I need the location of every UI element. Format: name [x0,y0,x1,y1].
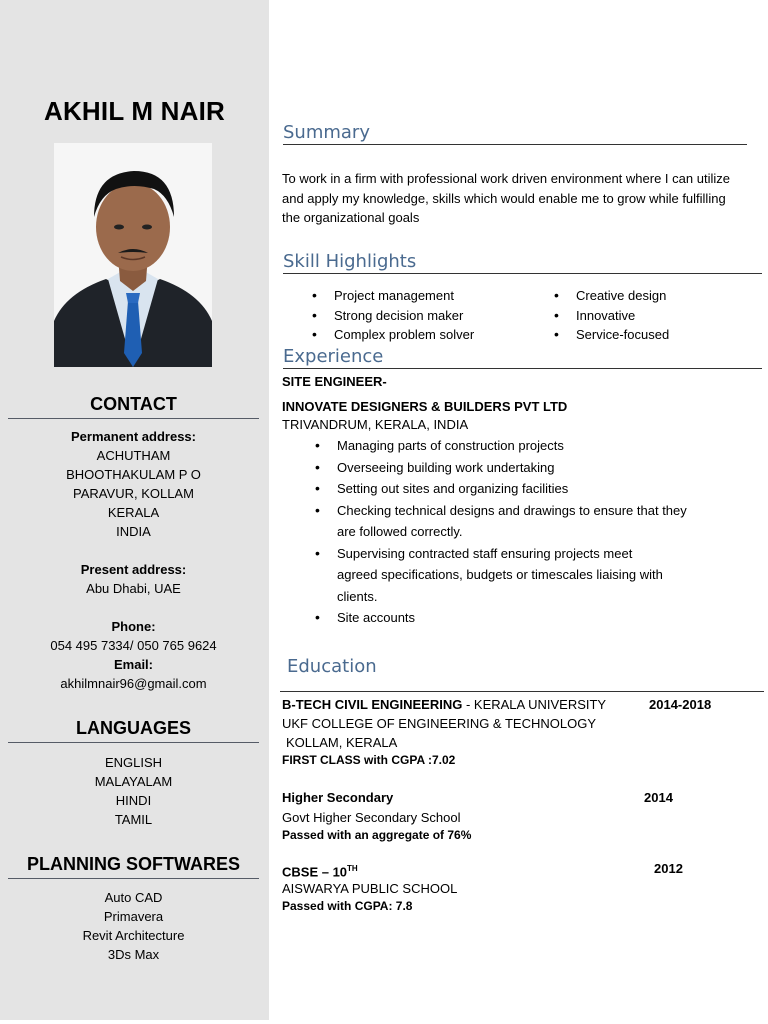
summary-line: the organizational goals [282,210,420,225]
summary-text [282,169,764,228]
job-role: SITE ENGINEER- [282,374,387,389]
hs-title: Higher Secondary [282,790,394,805]
language-item: HINDI [115,793,152,808]
education-title: Education [287,656,377,677]
duties-list [315,435,687,629]
language-item: TAMIL [114,812,153,827]
permanent-address-line: ACHUTHAM [96,448,171,463]
duty-item: • Site accounts [315,607,687,629]
skills-title: Skill Highlights [283,251,762,274]
summary-title: Summary [283,122,747,145]
software-item: Auto CAD [104,890,163,905]
cbse-result: Passed with CGPA: 7.8 [282,899,413,913]
hs-school: Govt Higher Secondary School [282,810,461,825]
btech-college: UKF COLLEGE OF ENGINEERING & TECHNOLOGY [282,716,596,731]
sidebar [0,0,269,1020]
softwares-heading: PLANNING SOFTWARES [8,854,259,879]
contact-heading: CONTACT [8,394,259,419]
duty-item: • Supervising contracted staff ensuring projects meet agreed specifications, budgets or timescales liaising with clients. [315,543,687,608]
skill-item: • Innovative [554,306,669,326]
experience-title: Experience [283,346,762,369]
permanent-address-line: BHOOTHAKULAM P O [66,467,201,482]
email-label: Email: [113,657,153,672]
profile-photo [54,143,212,367]
email-value: akhilmnair96@gmail.com [60,676,207,691]
hs-result: Passed with an aggregate of 76% [282,828,472,842]
software-item: 3Ds Max [107,947,160,962]
duty-item: • Overseeing building work undertaking [315,457,687,479]
duty-item: • Checking technical designs and drawings to ensure that they are followed correctly. [315,500,687,543]
company-name: INNOVATE DESIGNERS & BUILDERS PVT LTD [282,399,568,414]
duty-item: • Managing parts of construction projects [315,435,687,457]
software-item: Revit Architecture [82,928,185,943]
hs-year: 2014 [644,790,673,805]
btech-degree: B-TECH CIVIL ENGINEERING [282,697,463,712]
cbse-title-sup: TH [347,864,358,873]
cbse-year: 2012 [654,861,683,876]
btech-years: 2014-2018 [649,697,712,712]
summary-line: and apply my knowledge, skills which would enable me to grow while fulfilling [282,190,726,206]
skill-item: • Complex problem solver [312,325,474,345]
company-location: TRIVANDRUM, KERALA, INDIA [282,417,469,432]
permanent-address-line: INDIA [116,524,151,539]
profile-photo-illustration [54,143,212,367]
phone-value: 054 495 7334/ 050 765 9624 [50,638,217,653]
languages-list [8,753,259,829]
btech-heading [282,695,606,715]
skill-item: • Strong decision maker [312,306,474,326]
present-address-value: Abu Dhabi, UAE [86,581,181,596]
cbse-school: AISWARYA PUBLIC SCHOOL [282,881,458,896]
skill-item: • Creative design [554,286,669,306]
skill-item: • Service-focused [554,325,669,345]
permanent-address-label: Permanent address: [71,429,196,444]
skills-right-list [554,286,669,345]
btech-university: - KERALA UNIVERSITY [462,697,607,712]
contact-block [8,427,259,693]
phone-label: Phone: [111,619,156,634]
btech-place: KOLLAM, KERALA [286,735,398,750]
skill-item: • Project management [312,286,474,306]
candidate-name: AKHIL M NAIR [43,96,226,126]
skills-left-list [312,286,474,345]
duty-item: • Setting out sites and organizing facilities [315,478,687,500]
btech-result: FIRST CLASS with CGPA :7.02 [282,753,456,767]
summary-line: To work in a firm with professional work driven environment where I can utilize [282,171,730,186]
permanent-address-line: KERALA [107,505,160,520]
permanent-address-line: PARAVUR, KOLLAM [73,486,194,501]
main-content [269,0,768,1024]
education-rule [280,691,764,692]
languages-heading: LANGUAGES [8,718,259,743]
present-address-label: Present address: [80,562,187,577]
cbse-title-text: CBSE – 10 [282,864,348,880]
language-item: MALAYALAM [94,774,173,789]
softwares-list [8,888,259,964]
language-item: ENGLISH [104,755,163,770]
software-item: Primavera [103,909,164,924]
